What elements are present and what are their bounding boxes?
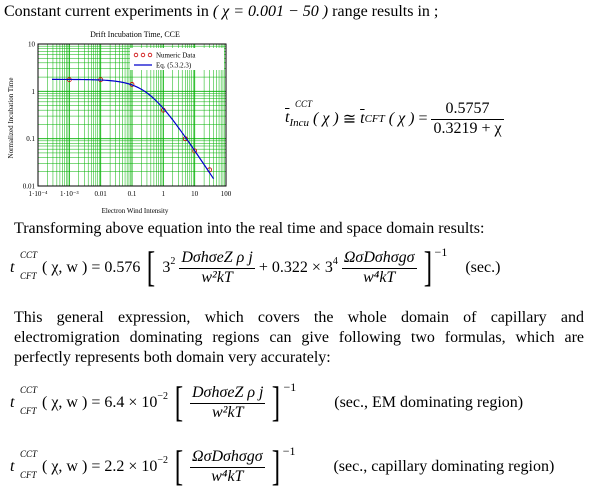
eq2-frac2-num: ΩσDσhσgσ — [342, 249, 417, 269]
eq4-exp: −1 — [282, 443, 296, 458]
eq2-t: t — [10, 259, 15, 276]
eq1-t-bar: $\overline{t}$ — [285, 108, 290, 126]
eq3-sub: CFT — [20, 406, 37, 416]
intro-suffix: range results in ; — [328, 3, 439, 20]
eq2-note: (sec.) — [465, 259, 501, 276]
intro-prefix: Constant current experiments in — [4, 3, 213, 20]
equation-1: $\overline{t}$ CCT $_{Incu}$ ( χ ) ≅ $\overline{t}CFT$ ( χ ) = $\frac{0.5757}{0.3219 + \chi}$ — [285, 98, 502, 137]
x-tick-label: 0.1 — [127, 190, 137, 198]
equation-4: t CCT CFT ( χ, w ) = $2.2 \times 10^{-2}$ [ $\frac{\text{ΩσDσhσgσ}}{\text{w⁴kT}}$ ] $^{-1}$ (sec., capillary dominating region) — [10, 443, 555, 490]
eq4-sup: CCT — [20, 449, 38, 459]
y-tick-label: 1 — [31, 87, 35, 96]
eq2-coef1: 3 — [162, 259, 171, 276]
legend-label: Numeric Data — [156, 51, 196, 60]
eq3-note: (sec., EM dominating region) — [334, 394, 524, 411]
eq3-frac-num: DσhσeZ ρ j — [190, 384, 265, 404]
eq1-sub-incu: Incu — [289, 117, 309, 130]
eq3-t: t — [10, 394, 15, 411]
x-tick-label: 10 — [191, 190, 199, 198]
x-tick-label: 0.01 — [94, 190, 107, 198]
eq2-sup: CCT — [20, 250, 38, 260]
intro-line — [4, 2, 438, 21]
eq4-t: t — [10, 458, 15, 475]
eq1-chi: ( χ ) — [313, 110, 339, 127]
eq2-sub: CFT — [20, 271, 37, 281]
eq3-frac-den: w²kT — [212, 404, 244, 421]
eq1-t-bar-2: $\overline{t}$ — [360, 110, 365, 127]
eq2-coef1-exp: 2 — [170, 255, 176, 267]
eq4-args: ( χ, w ) = 2.2 × 10 — [42, 458, 158, 475]
x-tick-label: 1·10⁻⁴ — [28, 190, 48, 198]
chart-ylabel: Normalized Incubation Time — [7, 77, 15, 159]
eq3-sup: CCT — [20, 385, 38, 395]
legend-label: Eq. (5.3.2.3) — [156, 61, 192, 70]
eq4-sub: CFT — [20, 470, 37, 480]
eq4-note: (sec., capillary dominating region) — [333, 458, 555, 475]
eq1-sup: CCT — [295, 98, 313, 109]
x-tick-label: 1·10⁻³ — [60, 190, 79, 198]
chart-xlabel: Electron Wind Intensity — [101, 207, 169, 215]
plot-area — [23, 41, 232, 199]
paragraph-2: This general expression, which covers the whole domain of capillary and electromigration dominating regions can give following two formulas, which are perfectly represents both domain very accurately: — [14, 309, 584, 366]
equation-2: t CCT CFT ( χ, w ) = 0.576 [ $3^2$ $\frac{\text{DσhσeZ ρ j}}{\text{w²kT}}$ + $0.322 \times 3^4$ $\frac{\text{ΩσDσhσgσ}}{\text{w⁴kT}}$ ] $^{-1}$ (sec.) — [10, 244, 501, 291]
eq2-coef2-exp: 4 — [332, 255, 338, 267]
eq1-sub-cft: CFT — [364, 113, 385, 125]
x-tick-label: 1 — [161, 190, 166, 198]
eq4-frac-den: w⁴kT — [211, 468, 244, 485]
eq2-mid: + 0.322 × 3 — [258, 259, 333, 276]
eq1-chi-2: ( χ ) — [388, 110, 415, 127]
y-tick-label: 0.1 — [26, 135, 35, 144]
x-tick-label: 100 — [220, 190, 232, 198]
incubation-chart — [0, 26, 245, 216]
eq3-pow: −2 — [157, 390, 168, 402]
eq4-frac-num: ΩσDσhσgσ — [190, 448, 265, 468]
eq1-approx: ≅ — [342, 111, 357, 128]
paragraph-1: Transforming above equation into the real time and space domain results: — [14, 220, 485, 237]
eq3-args: ( χ, w ) = 6.4 × 10 — [42, 394, 158, 411]
intro-range: ( χ = 0.001 − 50 ) — [212, 3, 329, 20]
eq2-frac2-den: w⁴kT — [363, 269, 396, 286]
eq2-frac1-num: DσhσeZ ρ j — [179, 249, 254, 269]
eq2-exp: −1 — [434, 244, 448, 259]
y-tick-label: 10 — [28, 40, 35, 49]
eq3-exp: −1 — [283, 379, 297, 394]
eq1-denominator: 0.3219 + χ — [433, 120, 502, 137]
eq1-numerator: 0.5757 — [431, 100, 503, 120]
eq2-args: ( χ, w ) = 0.576 — [42, 259, 141, 276]
eq4-pow: −2 — [157, 454, 168, 466]
equation-3: t CCT CFT ( χ, w ) = $6.4 \times 10^{-2}$ [ $\frac{\text{DσhσeZ ρ j}}{\text{w²kT}}$ ] $^{-1}$ (sec., EM dominating region) — [10, 379, 524, 426]
y-tick-label: 0.01 — [22, 182, 35, 191]
eq2-frac1-den: w²kT — [201, 269, 233, 286]
chart-title: Drift Incubation Time, CCE — [90, 30, 180, 39]
